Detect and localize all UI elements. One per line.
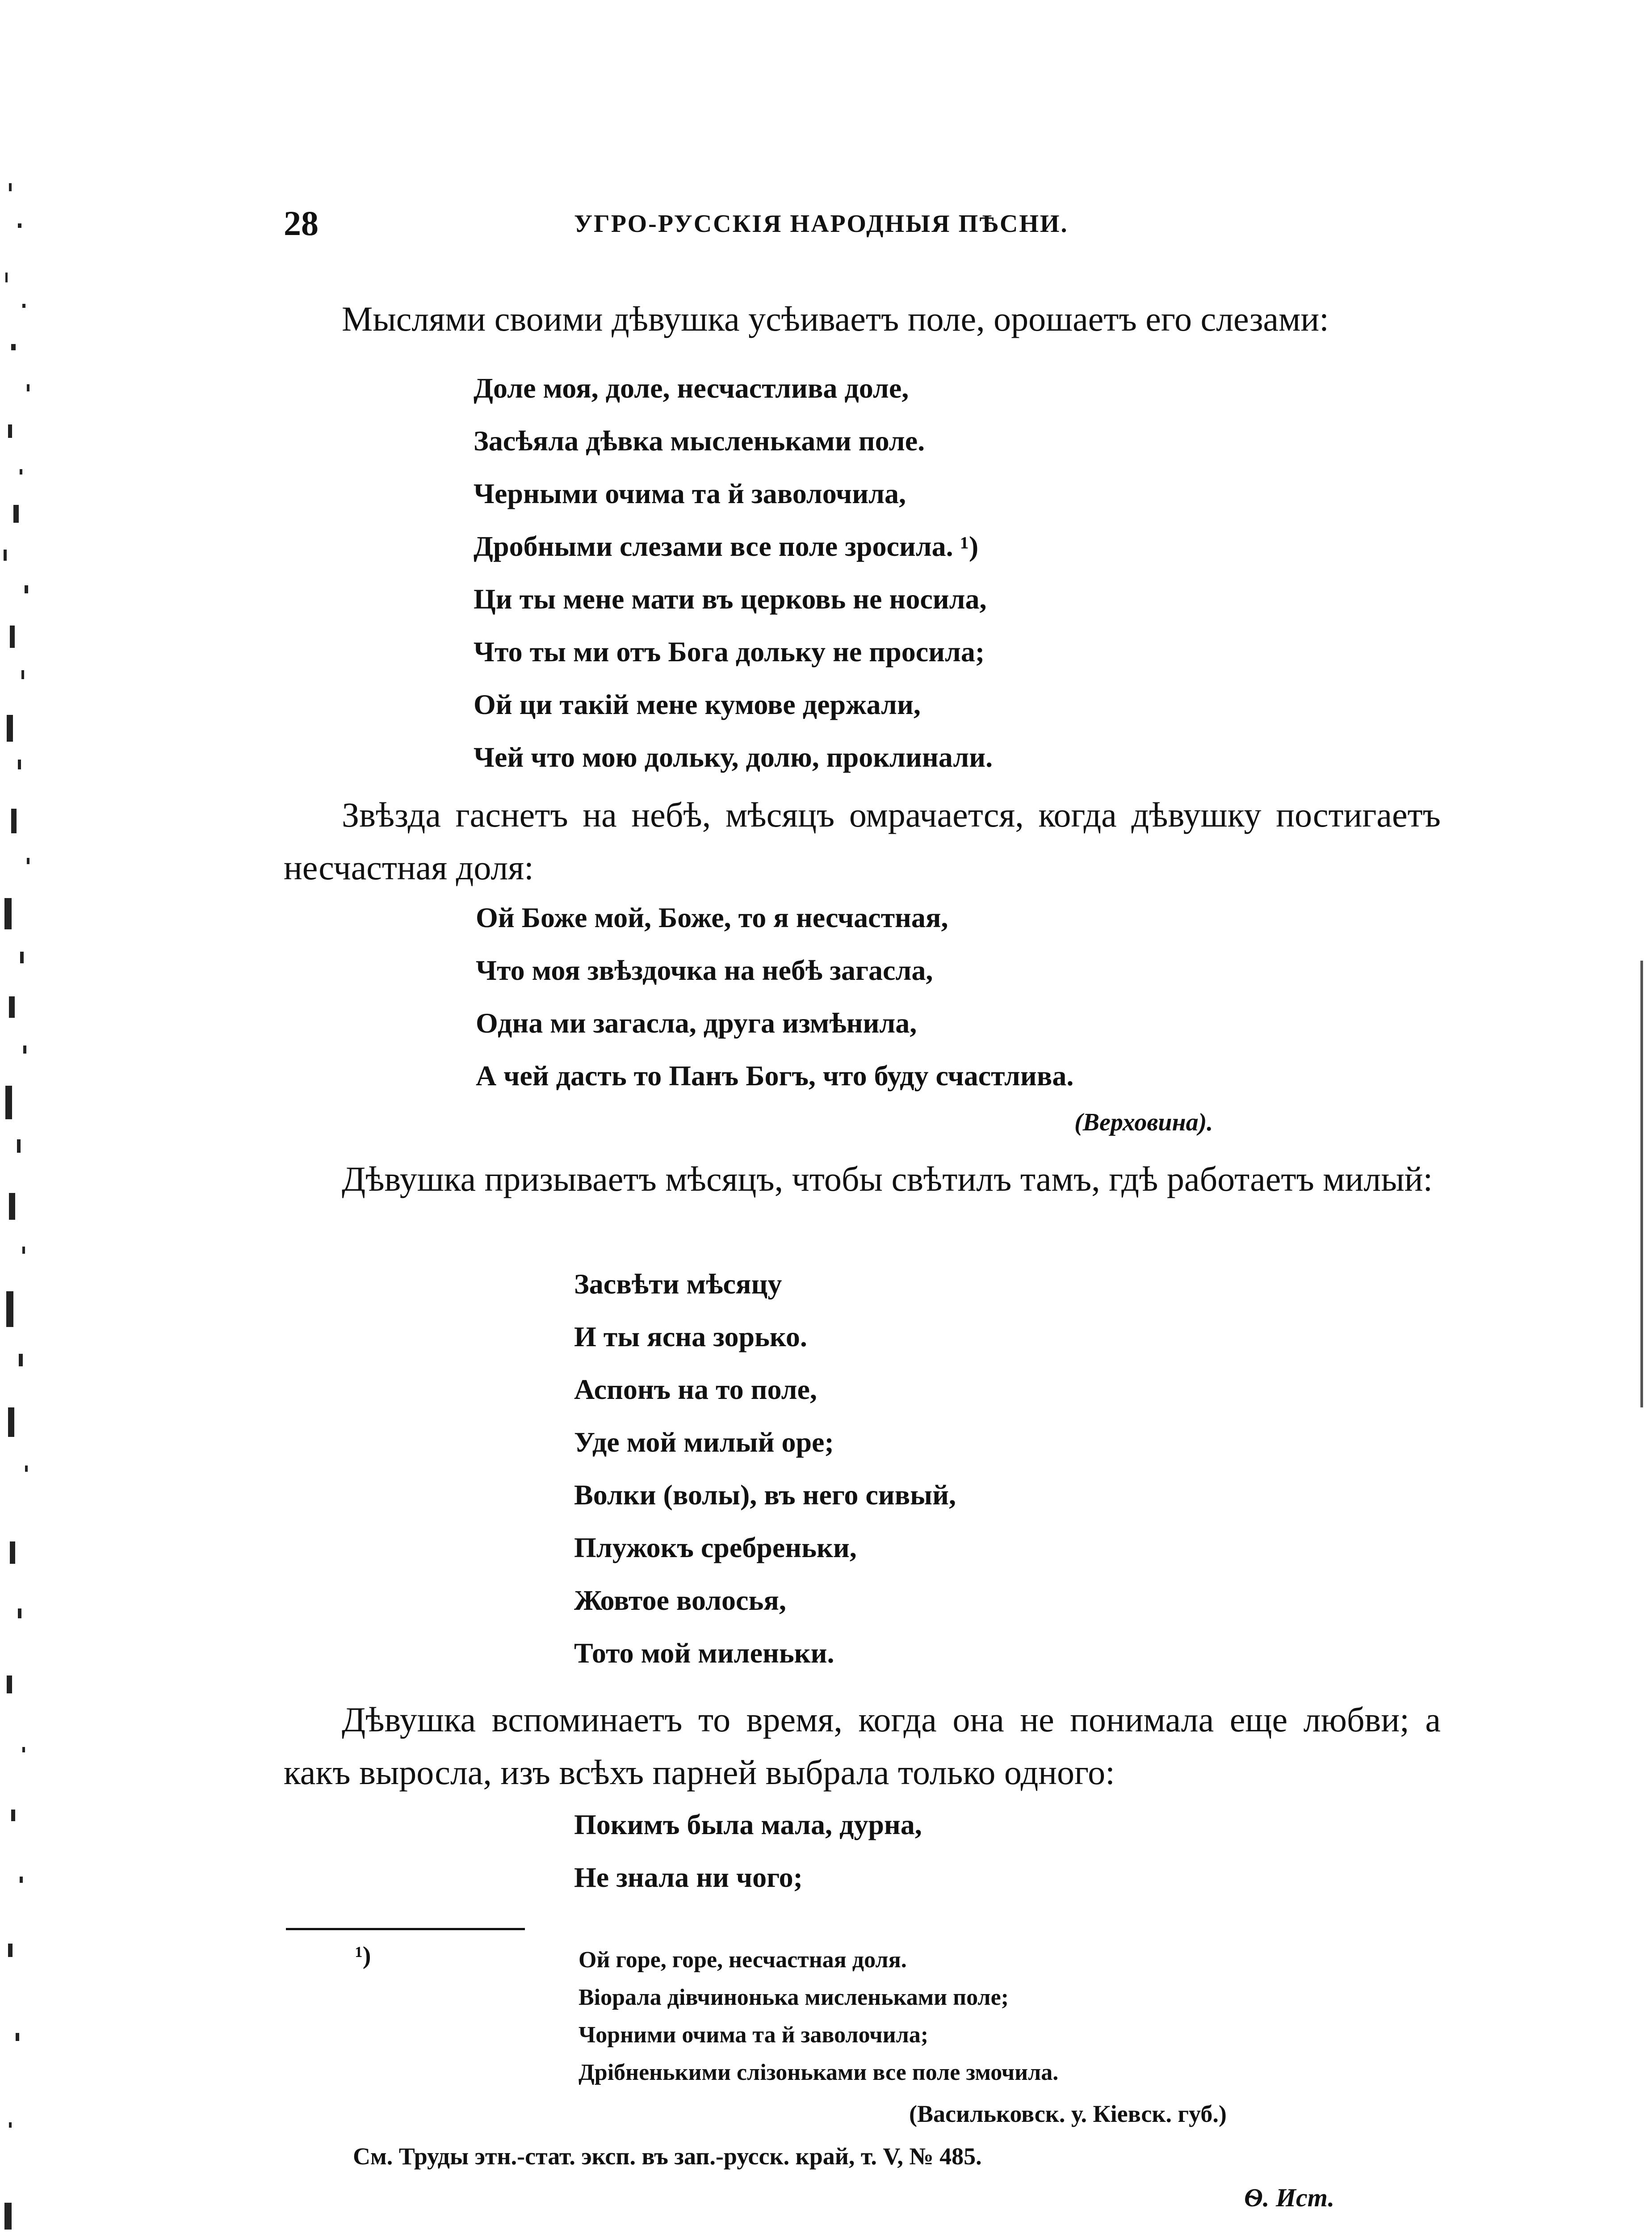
footnote-divider [286,1928,525,1930]
footnote-line: Дрібненькими слізоньками все поле змочила. [579,2060,1059,2085]
verse-block [574,1258,956,1680]
verse-line: Ой ци такій мене кумове держали, [474,689,921,720]
verse-line: Уде мой милый оре; [574,1426,834,1458]
verse-line: Жовтое волосья, [574,1584,786,1616]
verse-line: Дробными слезами все поле зросила. ¹) [474,530,979,562]
verse-line: Плужокъ сребреньки, [574,1532,857,1563]
verse-line: А чей дасть то Панъ Богъ, что буду счастлива. [476,1060,1074,1092]
paragraph: Дѣвушка вспоминаетъ то время, когда она не понимала еще любви; а какъ выросла, изъ всѣхъ парней выбрала только одного: [284,1700,1441,1792]
verse-line: Что моя звѣздочка на небѣ загасла, [476,954,933,986]
footnote-reference: См. Труды этн.-стат. эксп. въ зап.-русск. край, т. V, № 485. [353,2143,982,2170]
footnote-signature: Ѳ. Ист. [1244,2183,1335,2212]
page-number: 28 [284,204,319,243]
scan-right-edge-line [1640,961,1643,1407]
footnote-place: (Васильковск. у. Кіевск. губ.) [909,2100,1227,2127]
running-title: УГРО-РУССКІЯ НАРОДНЫЯ ПѢСНИ. [574,210,1069,238]
verse-line: Доле моя, доле, несчастлива доле, [474,372,909,404]
verse-line: Чей что мою дольку, долю, проклинали. [474,741,993,773]
verse-line: Ци ты мене мати въ церковь не носила, [474,583,987,615]
verse-line: Засвѣти мѣсяцу [574,1268,782,1300]
verse-line: Покимъ была мала, дурна, [574,1809,922,1840]
verse-line: Тото мой миленьки. [574,1637,834,1669]
verse-line: Не знала ни чого; [574,1861,803,1893]
footnote-line: Чорними очима та й заволочила; [579,2022,929,2048]
verse-line: Черными очима та й заволочила, [474,478,906,509]
verse-line: Ой Боже мой, Боже, то я несчастная, [476,902,948,933]
footnote-line: Ой горе, горе, несчастная доля. [579,1947,907,1973]
verse-block [574,1798,922,1904]
verse-line: Волки (волы), въ него сивый, [574,1479,956,1511]
verse-block [474,362,993,784]
verse-line: Что ты ми отъ Бога дольку не просила; [474,636,985,668]
verse-line: И ты ясна зорько. [574,1321,807,1352]
verse-line: Аспонъ на то поле, [574,1373,817,1405]
verse-block [476,891,1073,1102]
footnote-marker: ¹) [355,1942,371,1969]
paragraph: Звѣзда гаснетъ на небѣ, мѣсяцъ омрачается, когда дѣвушку постигаетъ несчастная доля: [284,795,1441,887]
verse-line: Одна ми загасла, друга измѣнила, [476,1007,917,1039]
verse-line: Засѣяла дѣвка мысленьками поле. [474,425,925,457]
footnote-verse [579,1941,1058,2091]
scan-edge-noise [0,156,71,2234]
verse-source: (Верховина). [1074,1109,1213,1136]
footnote-line: Віорала дівчинонька мисленьками поле; [579,1985,1009,2010]
paragraph: Дѣвушка призываетъ мѣсяцъ, чтобы свѣтилъ тамъ, гдѣ работаетъ милый: [342,1159,1433,1198]
paragraph: Мыслями своими дѣвушка усѣиваетъ поле, орошаетъ его слезами: [342,299,1329,338]
page-header [284,203,1132,252]
